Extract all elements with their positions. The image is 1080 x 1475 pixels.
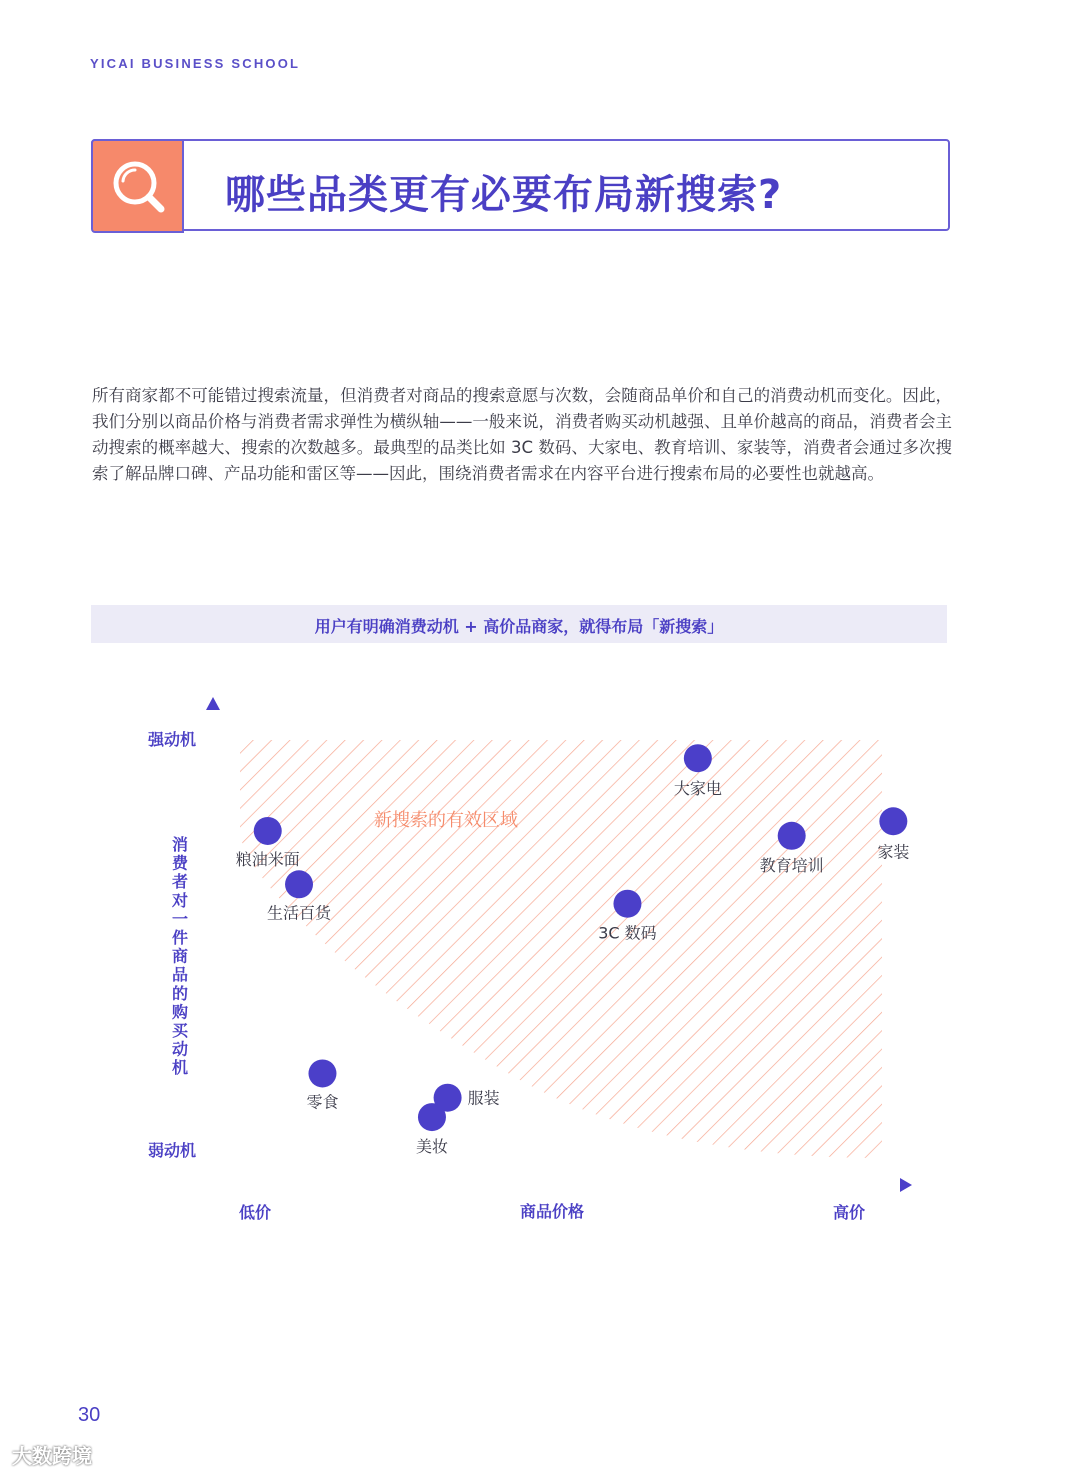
- y-axis-label-char: 的: [171, 983, 189, 1003]
- data-point-label: 3C 数码: [598, 923, 657, 943]
- page-title: 哪些品类更有必要布局新搜索?: [225, 172, 783, 218]
- intro-paragraph: 所有商家都不可能错过搜索流量，但消费者对商品的搜索意愿与次数，会随商品单价和自己的消费动机而变化。因此，我们分别以商品价格与消费者需求弹性为横纵轴——一般来说，消费者购买动机越强、且单价越高的商品，消费者会主动搜索的概率越大、搜索的次数越多。最典型的品类比如 3C 数码、大家电、教育培训、家装等，消费者会通过多次搜索了解品牌口碑、产品功能和雷区等——因此，围绕消费者需求在内容平台进行搜索布局的必要性也就越高。: [92, 386, 952, 483]
- y-axis-label-char: 件: [171, 928, 189, 947]
- data-point: [308, 1059, 336, 1087]
- y-axis-label-char: 者: [171, 872, 189, 892]
- y-axis-label-char: 一: [171, 909, 189, 929]
- data-point-label: 粮油米面: [235, 849, 300, 869]
- y-axis-label: [171, 835, 189, 1077]
- y-axis-label-char: 买: [171, 1021, 189, 1040]
- data-point-label: 服装: [467, 1088, 500, 1108]
- y-axis-label-char: 消: [171, 835, 189, 854]
- watermark: 大数跨境: [12, 1444, 92, 1468]
- data-point-label: 美妆: [415, 1137, 448, 1157]
- x-axis-label: 商品价格: [519, 1202, 585, 1221]
- data-point: [684, 744, 712, 772]
- page-number: 30: [78, 1404, 101, 1426]
- data-point: [285, 870, 313, 898]
- brand-header: YICAI BUSINESS SCHOOL: [90, 56, 301, 71]
- data-point-label: 家装: [877, 842, 910, 862]
- y-axis-arrow: [206, 697, 220, 710]
- y-axis-label-char: 品: [171, 965, 189, 985]
- data-point: [613, 890, 641, 918]
- y-tick-low: 弱动机: [147, 1141, 197, 1160]
- y-tick-high: 强动机: [147, 730, 197, 749]
- x-tick-high: 高价: [832, 1203, 866, 1222]
- data-point-label: 生活百货: [267, 903, 332, 923]
- y-axis-label-char: 费: [171, 853, 189, 873]
- data-point: [418, 1103, 446, 1131]
- x-tick-low: 低价: [238, 1203, 272, 1222]
- y-axis-label-char: 购: [171, 1002, 189, 1022]
- region-label: 新搜索的有效区域: [374, 810, 518, 831]
- banner-text: 用户有明确消费动机 + 高价品商家，就得布局「新搜索」: [314, 617, 724, 636]
- data-point: [254, 817, 282, 845]
- y-axis-label-char: 机: [171, 1058, 189, 1078]
- x-axis-arrow: [900, 1178, 912, 1192]
- data-point-label: 教育培训: [759, 855, 824, 875]
- data-point: [879, 807, 907, 835]
- y-axis-label-char: 对: [171, 890, 189, 910]
- y-axis-label-char: 动: [171, 1039, 189, 1059]
- data-point-label: 大家电: [673, 779, 722, 799]
- data-point: [778, 822, 806, 850]
- y-axis-label-char: 商: [171, 946, 189, 966]
- data-point-label: 零食: [306, 1092, 339, 1112]
